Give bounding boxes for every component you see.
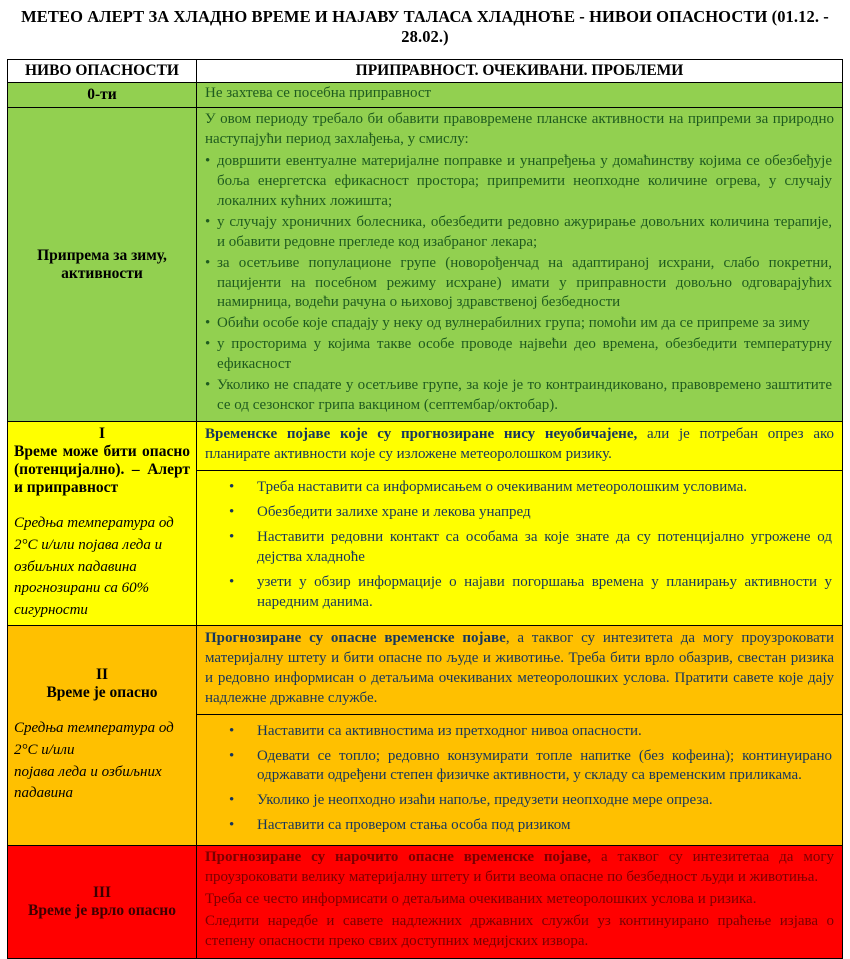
level-1-list <box>205 475 834 613</box>
winter-prep-list <box>205 152 834 416</box>
list-item: • за осетљиве популационе групе (новорођенчад на адаптираној исхрани, слабо покретни, пацијенти на посебном режиму исхране) имати у приправности довољно одговарајућих намирница, водећи рачуна о њиховој здравственој безбедности <box>205 254 832 314</box>
winter-prep-label <box>8 108 197 421</box>
level-3-intro-rest: а таквог су интезитетаа да могу проузроковати велику материјалну штету и бити веома опасне по безбедност људи и животиња. <box>205 849 834 886</box>
level-3-content <box>197 846 842 958</box>
level-3-name: Време је врло опасно <box>28 902 176 920</box>
level-3-label <box>8 846 197 958</box>
winter-prep-title-line2: активности <box>61 264 143 282</box>
level-2-name: Време је опасно <box>46 684 158 702</box>
winter-prep-intro: У овом периоду требало би обавити правовремене планске активности на припреми за природно наступајући период захлађења, у смислу: <box>205 111 834 147</box>
winter-prep-content <box>197 108 842 421</box>
level-2-criteria <box>14 718 190 805</box>
list-item: • Обићи особе које спадају у неку од вулнерабилних група; помоћи им да се припреме за зиму <box>205 314 832 334</box>
list-item: • Одевати се топло; редовно конзумирати топле напитке (без кофеина); континуирано одржавати одређени степен физичке активности, у складу са временским приликама. <box>223 747 832 787</box>
level-0-label <box>8 83 197 107</box>
level-0-content <box>197 83 842 107</box>
list-item: • Уколико је неопходно изаћи напоље, предузети неопходне мере опреза. <box>223 791 832 811</box>
list-item: • Уколико не спадате у осетљиве групе, за које је то контраиндиковано, правовремено заштитите се од сезонског грипа вакцином (септембар/октобар). <box>205 376 832 416</box>
level-1-intro <box>197 422 842 471</box>
level-2-criteria-line2: појава леда и озбиљних падавина <box>14 763 162 802</box>
header-level-column: НИВО ОПАСНОСТИ <box>8 60 197 82</box>
list-item: • Обезбедити залихе хране и лекова унапред <box>223 503 832 523</box>
level-1-label <box>8 422 197 625</box>
level-2-criteria-line1: Средња температура од 2°C и/или <box>14 720 174 758</box>
row-level-2 <box>8 625 842 845</box>
list-item: • у случају хроничних болесника, обезбедити редовно ажурирање довољних количина терапије, и обавити редовне прегледе код изабраног лекара; <box>205 213 832 253</box>
level-2-intro-lead: Прогнозиране су опасне временске појаве <box>205 629 506 646</box>
level-1-criteria: Средња температура од 2°C и/или појава леда и озбиљних падавина прогнозирани са 60% сигурности <box>14 515 174 619</box>
level-2-numeral: II <box>95 666 109 684</box>
level-0-numeral: 0-ти <box>87 86 117 103</box>
level-3-intro <box>205 848 834 888</box>
row-level-3 <box>8 845 842 958</box>
level-3-para2: Треба се често информисати о детаљима очекиваних метеоролошких услова и ризика. <box>205 891 757 908</box>
row-level-1 <box>8 421 842 625</box>
list-item: • узети у обзир информације о најави погоршања времена у планирању активности у наредним данима. <box>223 573 832 613</box>
level-3-numeral: III <box>92 884 112 902</box>
page-title: МЕТЕО АЛЕРТ ЗА ХЛАДНО ВРЕМЕ И НАЈАВУ ТАЛАСА ХЛАДНОЋЕ - НИВОИ ОПАСНОСТИ (01.12. - 28.02.) <box>21 7 829 46</box>
level-2-advice <box>197 715 842 846</box>
level-0-text: Не захтева се посебна приправност <box>205 85 432 101</box>
table-header-row <box>8 60 842 82</box>
winter-prep-title-line1: Припрема за зиму, <box>37 246 167 264</box>
alert-levels-table <box>7 59 843 959</box>
list-item: • Треба наставити са информисањем о очекиваним метеоролошким условима. <box>223 478 832 498</box>
header-readiness-column: ПРИПРАВНОСТ. ОЧЕКИВАНИ. ПРОБЛЕМИ <box>355 62 684 79</box>
level-2-intro-rest: , а таквог су интезитета да могу проузроковати материјалну штету и бити опасне по људе и животиње. Треба бити врло обазрив, свестан ризика и редовно информисан о детаљима очекиваних метеоролошких услова. Пратити савете које дају надлежне државне службе. <box>205 629 834 706</box>
level-3-body <box>197 846 842 958</box>
list-item: • довршити евентуалне материјалне поправке и унапређења у домаћинству којима се обезбеђује боља енергетска ефикасност простора; припремити неопходне количине огрева, у случају локалних кућних ложишта; <box>205 152 832 212</box>
level-1-name: Време може бити опасно (потенцијално). – Алерт и приправност <box>14 443 190 497</box>
level-1-intro-rest: али је потребан опрез ако планирате активности које су изложене метеоролошком ризику. <box>205 426 834 462</box>
list-item: • Наставити са активностима из претходног нивоа опасности. <box>223 722 832 742</box>
level-2-intro <box>197 626 842 715</box>
list-item: • Наставити са провером стања особа под ризиком <box>223 816 832 836</box>
level-2-content <box>197 626 842 845</box>
level-3-para3: Следити наредбе и савете надлежних државних служби уз континуирано праћење изјава о степену опасности преко свих доступних медијских извора. <box>205 913 834 949</box>
row-level-0 <box>8 82 842 107</box>
level-1-advice <box>197 471 842 625</box>
level-1-content <box>197 422 842 625</box>
level-1-numeral: I <box>98 425 106 443</box>
list-item: • у просторима у којима такве особе проводе највећи део времена, обезбедити температурну ефикасност <box>205 335 832 375</box>
level-2-label <box>8 626 197 845</box>
winter-prep-body <box>197 108 842 421</box>
level-3-intro-lead: Прогнозиране су нарочито опасне временске појаве, <box>205 849 592 866</box>
list-item: • Наставити редовни контакт са особама за које знате да су потенцијално угрожене од дејства хладноће <box>223 528 832 568</box>
row-winter-prep <box>8 107 842 421</box>
level-1-intro-lead: Временске појаве које су прогнозиране нису неуобичајене, <box>205 426 638 443</box>
